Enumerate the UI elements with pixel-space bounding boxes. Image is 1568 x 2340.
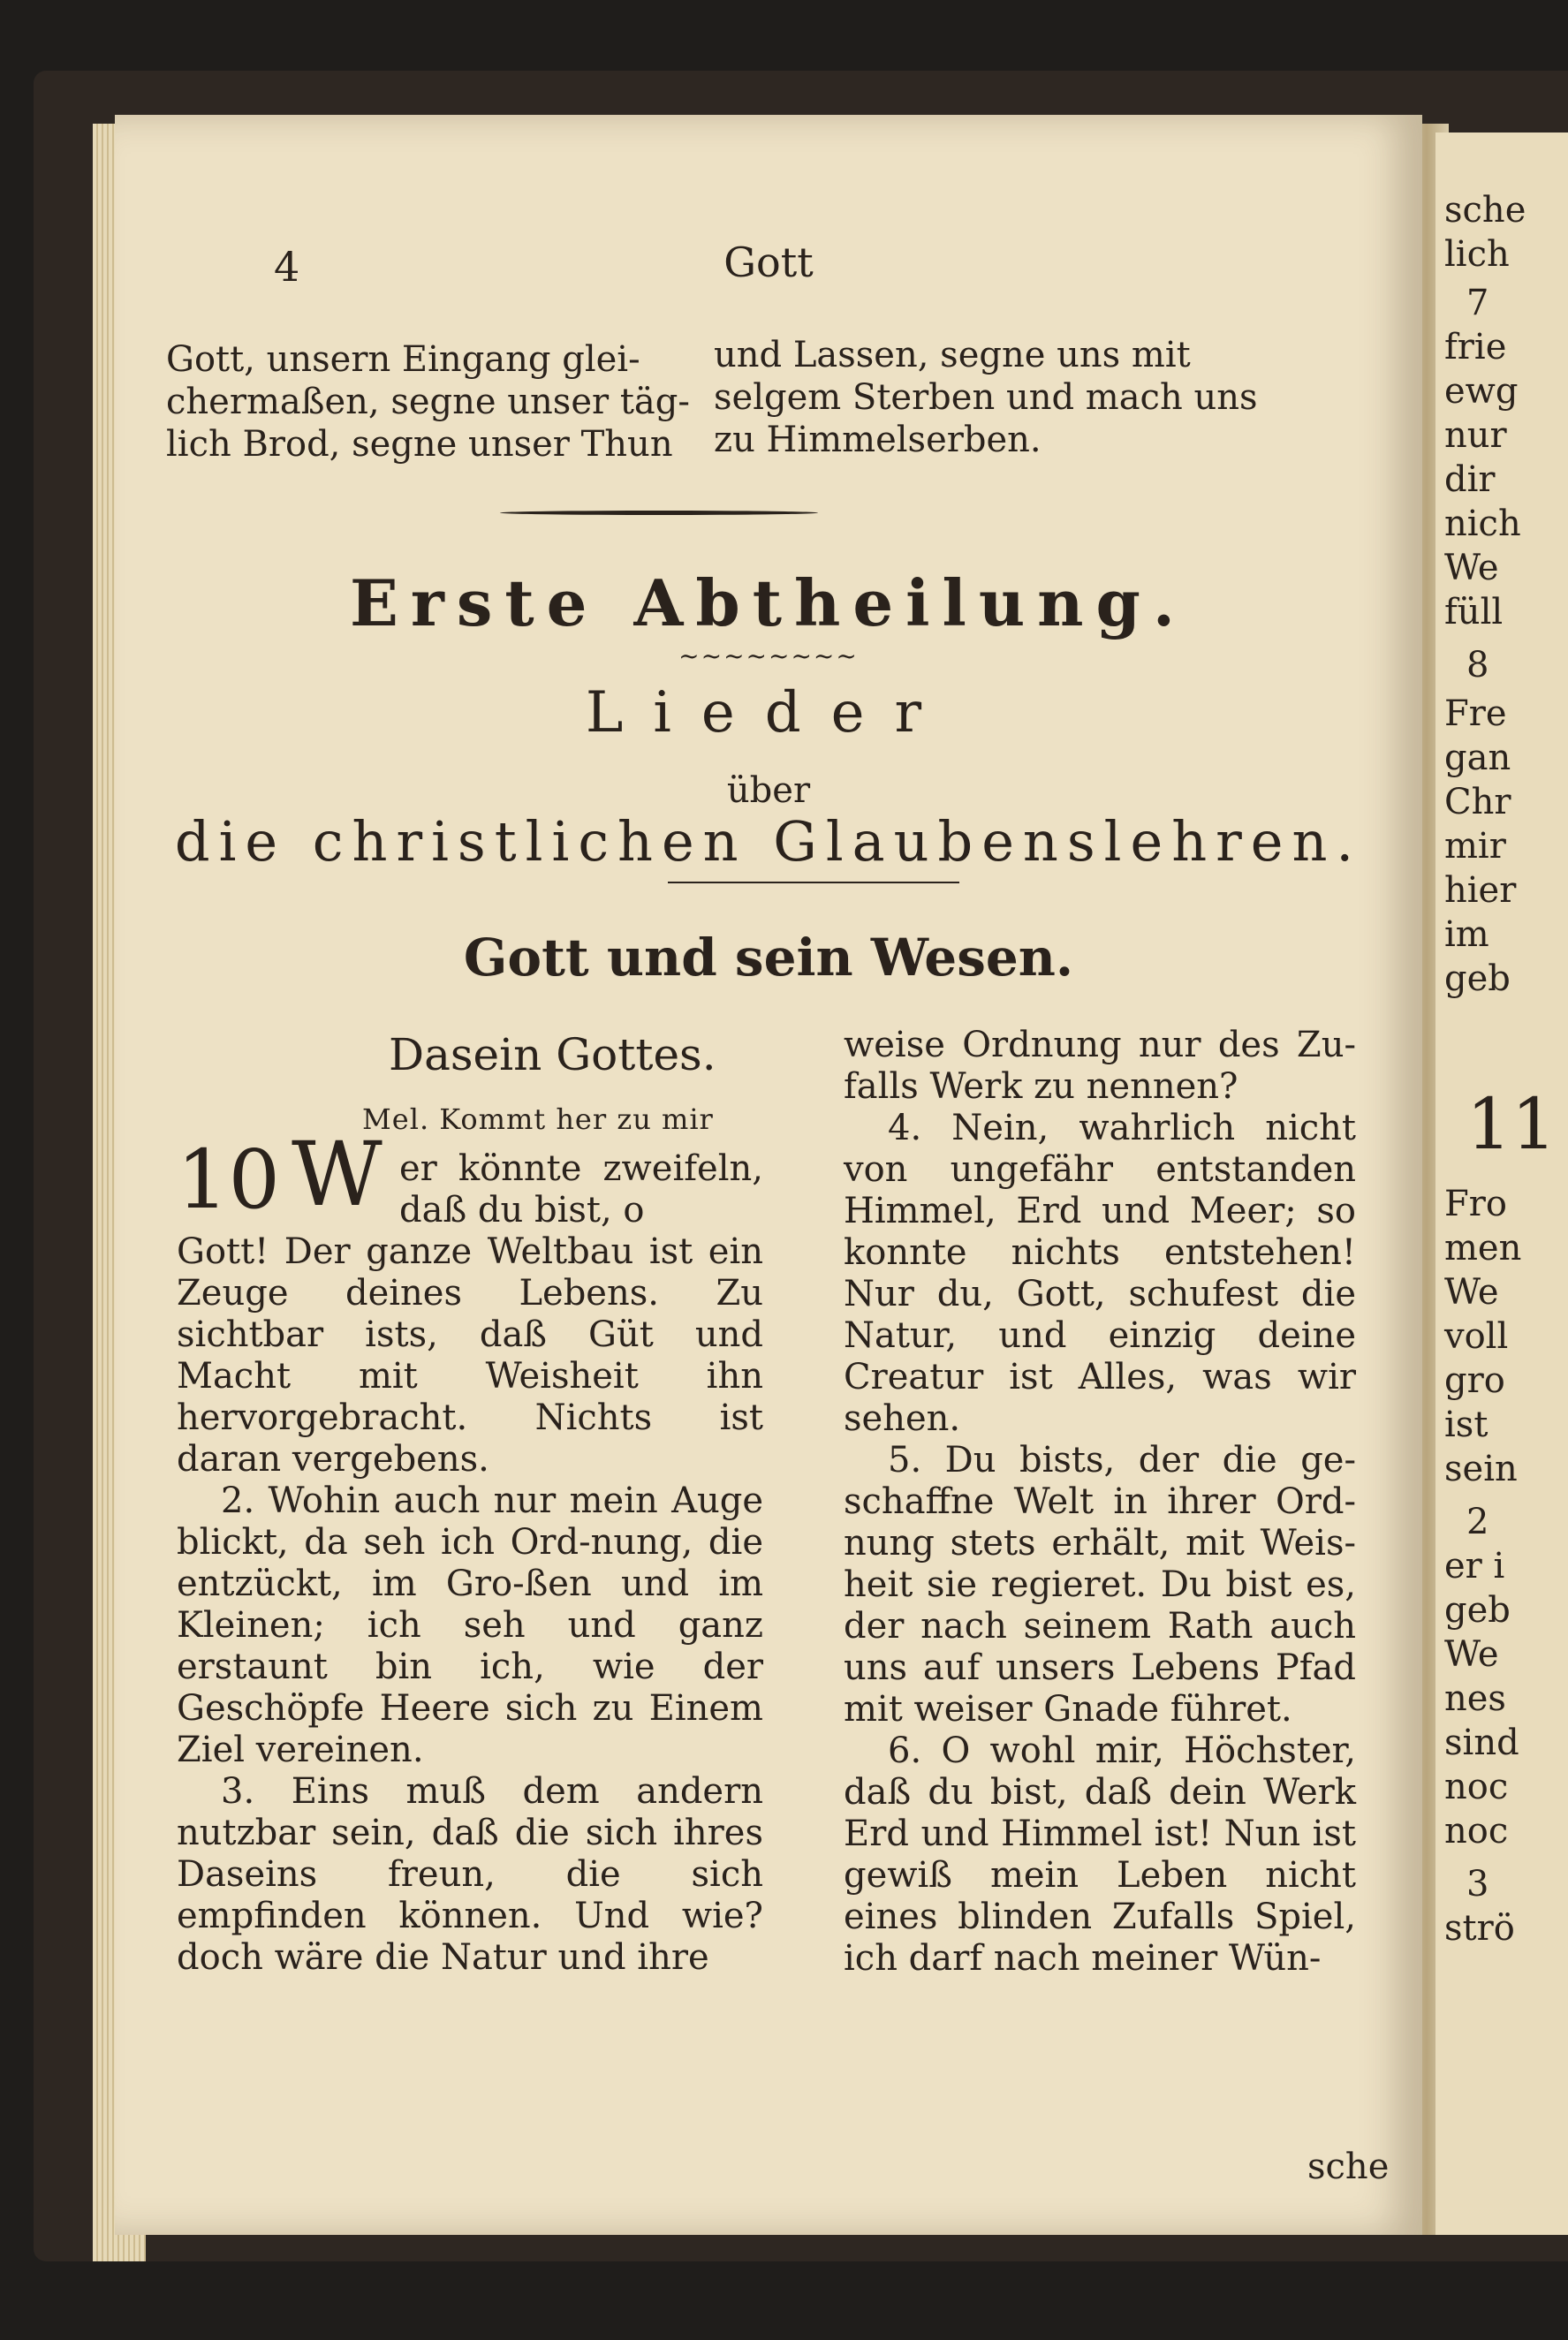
facing-line: noc (1444, 1811, 1509, 1852)
facing-line: 2 (1466, 1502, 1489, 1542)
facing-line: We (1444, 1634, 1499, 1675)
catchword: sche (1307, 2147, 1390, 2187)
facing-line: hier (1444, 870, 1517, 911)
drop-cap: W (292, 1123, 383, 1226)
facing-line: im (1444, 914, 1489, 955)
facing-line: nich (1444, 504, 1521, 544)
verse-3: 3. Eins muß dem andern nutzbar sein, daß die sich ihres Daseins freun, die sich empfinden können. Und wie? doch wäre die Natur und ihre (177, 1771, 763, 1978)
facing-line: sein (1444, 1449, 1518, 1489)
facing-line: nes (1444, 1678, 1506, 1719)
section-title: Erste Abtheilung. (350, 565, 1187, 640)
song-number: 10 (177, 1132, 281, 1227)
facing-line: noc (1444, 1767, 1509, 1807)
facing-line: Fro (1444, 1184, 1507, 1224)
facing-line: nur (1444, 415, 1507, 456)
facing-line: Chr (1444, 782, 1511, 822)
facing-line: dir (1444, 459, 1496, 500)
facing-line: 8 (1466, 645, 1489, 685)
facing-page (1435, 133, 1568, 2235)
intro-right-column: und Lassen, segne uns mit selgem Sterben und mach uns zu Himmelserben. (714, 335, 1258, 460)
facing-line: mir (1444, 826, 1506, 867)
facing-line: sche (1444, 190, 1526, 231)
verse-1-rest: Gott! Der ganze Weltbau ist ein Zeuge deines Lebens. Zu sichtbar ists, daß Güt und Macht mit Weisheit ihn hervorgebracht. Nichts ist daran vergebens. (177, 1231, 763, 1480)
facing-line: sind (1444, 1723, 1519, 1763)
facing-line: ist (1444, 1405, 1488, 1445)
facing-line: 11 (1466, 1083, 1557, 1165)
column-left (177, 1231, 763, 1979)
facing-line: er i (1444, 1546, 1505, 1587)
facing-line: geb (1444, 958, 1511, 999)
divider-thin (668, 882, 959, 883)
intro-left-column: Gott, unsern Eingang glei-chermaßen, segne unser täg-lich Brod, segne unser Thun (166, 339, 690, 465)
facing-line: gan (1444, 738, 1511, 778)
facing-line: füll (1444, 592, 1504, 632)
subsection-title: Gott und sein Wesen. (463, 928, 1074, 988)
verse-3-continued: weise Ordnung nur des Zu-falls Werk zu nennen? (844, 1025, 1356, 1107)
column-right (844, 1025, 1356, 1980)
facing-line: gro (1444, 1360, 1505, 1401)
running-head: Gott (723, 239, 814, 286)
verse-2: 2. Wohin auch nur mein Auge blickt, da seh ich Ord-nung, die entzückt, im Gro-ßen und im Kleinen; ich seh und ganz erstaunt bin ich, wie der Geschöpfe Heere sich zu Einem Ziel vereinen. (177, 1480, 763, 1770)
facing-line: 3 (1466, 1864, 1489, 1905)
facing-line: Fre (1444, 693, 1507, 734)
facing-line: voll (1444, 1316, 1509, 1357)
divider-thick (500, 511, 818, 515)
facing-line: men (1444, 1228, 1522, 1268)
song-title: Dasein Gottes. (389, 1029, 716, 1080)
facing-line: frie (1444, 327, 1507, 367)
verse-5: 5. Du bists, der die ge-schaffne Welt in ihrer Ord-nung stets erhält, mit Weis-heit sie regieret. Du bist es, der nach seinem Rath auch uns auf unsers Lebens Pfad mit weiser Gnade führet. (844, 1440, 1356, 1730)
facing-line: ewg (1444, 371, 1519, 412)
page-number: 4 (274, 243, 300, 291)
verse-4: 4. Nein, wahrlich nicht von ungefähr entstanden Himmel, Erd und Meer; so konnte nichts entstehen! Nur du, Gott, schufest die Natur, und einzig deine Creatur ist Alles, was wir sehen. (844, 1108, 1356, 1439)
verse-1-top: er könnte zweifeln, daß du bist, o (399, 1148, 763, 1231)
facing-line: geb (1444, 1590, 1511, 1631)
facing-line: strö (1444, 1908, 1515, 1949)
facing-line: 7 (1466, 283, 1489, 323)
verse-6: 6. O wohl mir, Höchster, daß du bist, daß dein Werk Erd und Himmel ist! Nun ist gewiß mein Leben nicht eines blinden Zufalls Spiel, ich darf nach meiner Wün- (844, 1730, 1356, 1979)
section-lieder: Lieder (585, 680, 952, 746)
left-page (115, 115, 1422, 2235)
facing-line: We (1444, 548, 1499, 588)
section-subtitle: die christlichen Glaubenslehren. (174, 809, 1363, 874)
ornament: ~~~~~~~~ (678, 641, 859, 670)
facing-line: lich (1444, 234, 1510, 275)
section-ueber: über (726, 770, 811, 811)
melody-line: Mel. Kommt her zu mir (362, 1102, 714, 1136)
facing-line: We (1444, 1272, 1499, 1313)
